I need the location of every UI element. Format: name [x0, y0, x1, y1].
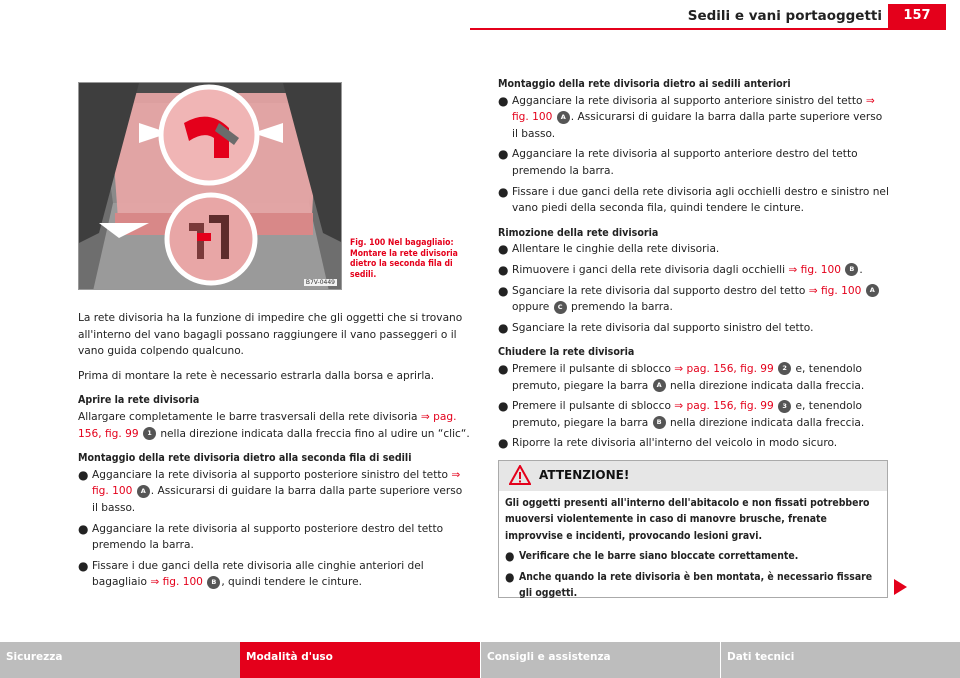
trunk-figure [78, 82, 342, 290]
list-item: ● Sganciare la rete divisoria dal supporto destro del tetto ⇒ fig. 100 A oppure C premendo la barra. [498, 283, 890, 316]
header-rule [470, 28, 946, 30]
warning-title: ATTENZIONE! [539, 468, 630, 482]
list-item: ● Premere il pulsante di sblocco ⇒ pag. 156, fig. 99 2 e, tenendolo premuto, piegare la barra A nella direzione indicata dalla freccia. [498, 361, 890, 394]
xref-link[interactable]: ⇒ pag. 156, fig. 99 [674, 362, 774, 375]
callout-badge: A [866, 284, 879, 297]
list-item: ● Riporre la rete divisoria all'interno del veicolo in modo sicuro. [498, 436, 838, 451]
list-item: ● Agganciare la rete divisoria al supporto anteriore sinistro del tetto ⇒ fig. 100 A . Assicurarsi di guidare la barra dalla parte superiore verso il basso. [498, 93, 890, 143]
intro-paragraph-1: La rete divisoria ha la funzione di impedire che gli oggetti che si trovano all'interno del vano bagagli possano raggiungere il vano passeggeri o il vano guida colpendo qualcuno. [78, 312, 463, 358]
callout-badge: B [653, 416, 666, 429]
open-net-heading: Aprire la rete divisoria [78, 394, 200, 407]
bullet-icon: ● [498, 93, 509, 108]
intro-paragraph-2: Prima di montare la rete è necessario estrarla dalla borsa e aprirla. [78, 369, 435, 382]
xref-link[interactable]: ⇒ pag. 156, fig. 99 [78, 410, 457, 440]
warning-body [499, 491, 887, 609]
figure-caption: Fig. 100 Nel bagagliaio: Montare la rete divisoria dietro la seconda fila di sedili. [350, 238, 458, 280]
bullet-icon: ● [505, 569, 515, 584]
callout-badge: A [653, 379, 666, 392]
bullet-icon: ● [498, 436, 509, 451]
xref-link[interactable]: ⇒ fig. 100 [150, 576, 203, 589]
figure-code: B7V-0449 [305, 279, 335, 286]
bullet-icon: ● [498, 147, 509, 162]
bullet-icon: ● [498, 283, 509, 298]
list-item: ● Agganciare la rete divisoria al supporto anteriore destro del tetto premendo la barra. [498, 146, 890, 179]
bullet-icon: ● [498, 320, 509, 335]
list-item: ● Allentare le cinghie della rete divisoria. [498, 242, 720, 257]
bullet-icon: ● [498, 184, 509, 199]
callout-badge: A [557, 111, 570, 124]
remove-net-heading: Rimozione della rete divisoria [498, 226, 659, 239]
xref-link[interactable]: ⇒ fig. 100 [512, 94, 875, 124]
footer-nav [0, 642, 960, 678]
list-item: ● Verificare che le barre siano bloccate correttamente. [505, 549, 799, 564]
bullet-icon: ● [78, 558, 89, 573]
front-seats-heading: Montaggio della rete divisoria dietro ai sedili anteriori [498, 78, 791, 90]
bullet-icon: ● [498, 242, 509, 257]
bullet-icon: ● [498, 399, 509, 414]
callout-badge: C [554, 301, 567, 314]
bullet-icon: ● [505, 549, 515, 564]
bullet-icon: ● [78, 467, 89, 482]
list-item: ● Agganciare la rete divisoria al supporto posteriore sinistro del tetto ⇒ fig. 100 A . Assicurarsi di guidare la barra dalla parte superiore verso il basso. [78, 467, 470, 517]
xref-link[interactable]: ⇒ fig. 100 [808, 284, 862, 297]
callout-badge: B [845, 263, 858, 276]
second-row-heading: Montaggio della rete divisoria dietro alla seconda fila di sedili [78, 452, 412, 465]
close-net-heading: Chiudere la rete divisoria [498, 346, 635, 359]
next-page-arrow-icon[interactable] [892, 578, 908, 596]
page-number: 157 [888, 4, 946, 28]
footer-tab-advice[interactable]: Consigli e assistenza [480, 642, 720, 678]
trunk-illustration [79, 83, 342, 290]
page-header [0, 0, 960, 32]
left-column [78, 310, 470, 595]
open-net-paragraph: Allargare completamente le barre trasversali della rete divisoria ⇒ pag. 156, fig. 99 1 nella direzione indicata dalla freccia fino al udire un “clic“. [78, 410, 470, 440]
warning-header [499, 461, 887, 491]
callout-badge: A [137, 485, 150, 498]
warning-triangle-icon [509, 465, 531, 485]
callout-badge: 1 [143, 427, 156, 440]
list-item: ● Fissare i due ganci della rete divisoria agli occhielli destro e sinistro nel vano piedi della seconda fila, quindi tendere le cinture. [498, 184, 890, 217]
callout-badge: 3 [778, 400, 791, 413]
chapter-title: Sedili e vani portaoggetti [687, 8, 882, 24]
callout-badge: B [207, 576, 220, 589]
list-item: ● Fissare i due ganci della rete divisoria alle cinghie anteriori del bagagliaio ⇒ fig. 100 B , quindi tendere le cinture. [78, 558, 470, 591]
list-item: ● Agganciare la rete divisoria al supporto posteriore destro del tetto premendo la barra. [78, 521, 470, 554]
list-item: ● Rimuovere i ganci della rete divisoria dagli occhielli ⇒ fig. 100 B . [498, 262, 863, 277]
xref-link[interactable]: ⇒ pag. 156, fig. 99 [674, 400, 774, 413]
right-column [498, 76, 890, 456]
warning-box [498, 460, 888, 598]
warning-text: Gli oggetti presenti all'interno dell'abitacolo e non fissati potrebbero muoversi violentemente in caso di manovre brusche, frenate improvvise e incidenti, provocando lesioni gravi. [505, 497, 870, 542]
list-item: ● Premere il pulsante di sblocco ⇒ pag. 156, fig. 99 3 e, tenendolo premuto, piegare la barra B nella direzione indicata dalla freccia. [498, 398, 890, 431]
bullet-icon: ● [498, 262, 509, 277]
xref-link[interactable]: ⇒ fig. 100 [92, 468, 461, 498]
footer-tab-safety[interactable]: Sicurezza [0, 642, 240, 678]
callout-badge: 2 [778, 362, 791, 375]
bullet-icon: ● [498, 361, 509, 376]
xref-link[interactable]: ⇒ fig. 100 [788, 263, 842, 276]
list-item: ● Sganciare la rete divisoria dal supporto sinistro del tetto. [498, 320, 814, 335]
bullet-icon: ● [78, 521, 89, 536]
footer-tab-operation[interactable]: Modalità d'uso [240, 642, 480, 678]
footer-tab-technical[interactable]: Dati tecnici [720, 642, 960, 678]
list-item: ● Anche quando la rete divisoria è ben montata, è necessario fissare gli oggetti. [505, 569, 881, 602]
